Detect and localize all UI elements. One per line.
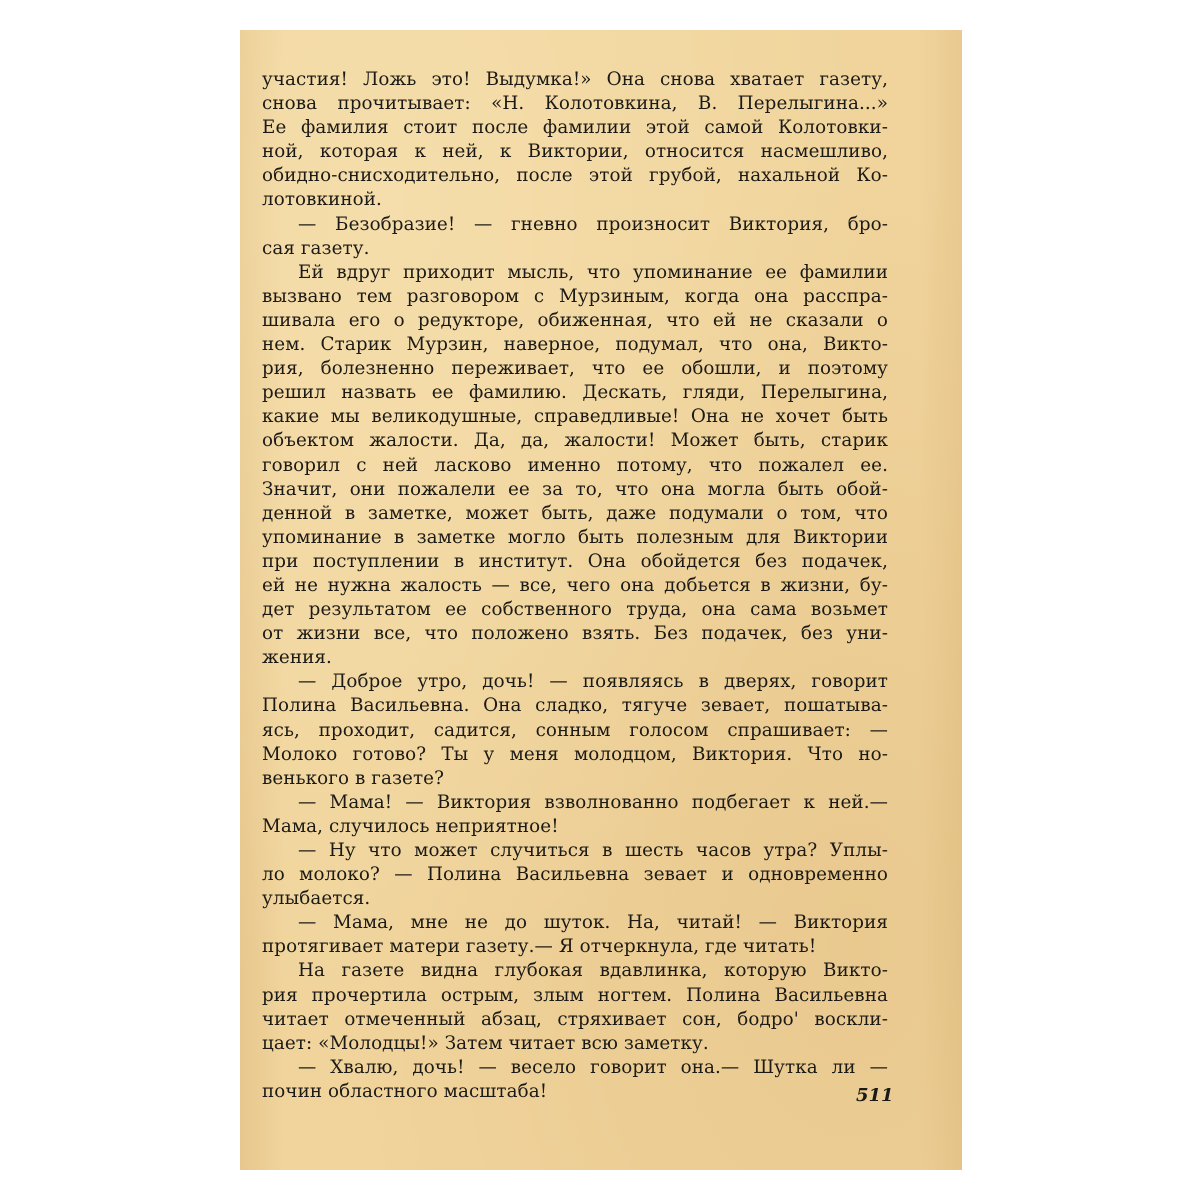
text-line: ей не нужна жалость — все, чего она добьется в жизни, бу- — [262, 574, 888, 596]
text-line: решил назвать ее фамилию. Дескать, гляди, Перелыгина, — [262, 382, 888, 404]
text-line: Мама, случилось неприятное! — [262, 815, 559, 837]
text-line: протягивает матери газету.— Я отчеркнула, где читать! — [262, 936, 817, 958]
text-line: участия! Ложь это! Выдумка!» Она снова хватает газету, — [262, 69, 888, 90]
text-line: денной в заметке, может быть, даже подумали о том, что — [262, 502, 888, 524]
text-line: Полина Васильевна. Она сладко, тягуче зевает, пошатыва- — [262, 695, 888, 717]
text-line: обидно-снисходительно, после этой грубой, нахальной Ко- — [262, 165, 888, 187]
text-line: лотовкиной. — [262, 189, 382, 211]
text-line: сая газету. — [262, 237, 370, 259]
text-line: — Хвалю, дочь! — весело говорит она.— Шутка ли — — [298, 1056, 888, 1078]
text-line: Значит, они пожалели ее за то, что она могла быть обой- — [262, 478, 888, 500]
text-line: Ей вдруг приходит мысль, что упоминание ее фамилии — [298, 261, 888, 283]
text-line: ной, которая к ней, к Виктории, относится насмешливо, — [262, 141, 888, 163]
text-line: жения. — [262, 647, 332, 669]
text-line: — Ну что может случиться в шесть часов утра? Уплы- — [298, 840, 888, 861]
text-line: На газете видна глубокая вдавлинка, которую Викто- — [298, 960, 888, 982]
book-page — [240, 30, 962, 1170]
text-line: — Мама, мне не до шуток. На, читай! — Виктория — [298, 912, 888, 934]
page-number: 511 — [856, 1085, 894, 1106]
text-line: какие мы великодушные, справедливые! Она не хочет быть — [262, 406, 888, 428]
text-line: Ее фамилия стоит после фамилии этой самой Колотовки- — [262, 117, 888, 139]
text-line: при поступлении в институт. Она обойдется без подачек, — [262, 550, 888, 572]
text-line: нем. Старик Мурзин, наверное, подумал, что она, Викто- — [262, 334, 888, 356]
text-line: — Доброе утро, дочь! — появляясь в дверях, говорит — [298, 671, 888, 693]
text-line: объектом жалости. Да, да, жалости! Может быть, старик — [262, 430, 888, 452]
text-line: цает: «Молодцы!» Затем читает всю заметку. — [262, 1032, 709, 1054]
text-line: упоминание в заметке могло быть полезным для Виктории — [262, 526, 888, 548]
text-line: ло молоко? — Полина Васильевна зевает и одновременно — [262, 864, 888, 886]
text-line: снова прочитывает: «Н. Колотовкина, В. Перелыгина...» — [262, 93, 888, 115]
text-line: дет результатом ее собственного труда, она сама возьмет — [262, 599, 888, 621]
text-line: рия прочертила острым, злым ногтем. Полина Васильевна — [262, 984, 888, 1006]
text-line: почин областного масштаба! — [262, 1080, 548, 1102]
text-line: вызвано тем разговором с Мурзиным, когда она расспра- — [262, 285, 888, 307]
text-line: рия, болезненно переживает, что ее обошли, и поэтому — [262, 358, 888, 380]
page-body-text — [262, 68, 888, 1104]
text-line: от жизни все, что положено взять. Без подачек, без уни- — [262, 623, 888, 645]
text-line: улыбается. — [262, 888, 371, 910]
text-line: ясь, проходит, садится, сонным голосом спрашивает: — — [262, 719, 888, 741]
text-line: — Мама! — Виктория взволнованно подбегает к ней.— — [298, 791, 888, 813]
text-line: говорил с ней ласково именно потому, что пожалел ее. — [262, 454, 888, 476]
text-line: — Безобразие! — гневно произносит Виктория, бро- — [298, 213, 888, 235]
text-line: шивала его о редукторе, обиженная, что ей не сказали о — [262, 309, 888, 331]
text-line: венького в газете? — [262, 767, 444, 789]
text-line: читает отмеченный абзац, стряхивает сон, бодро' воскли- — [262, 1008, 888, 1030]
text-line: Молоко готово? Ты у меня молодцом, Виктория. Что но- — [262, 743, 888, 765]
